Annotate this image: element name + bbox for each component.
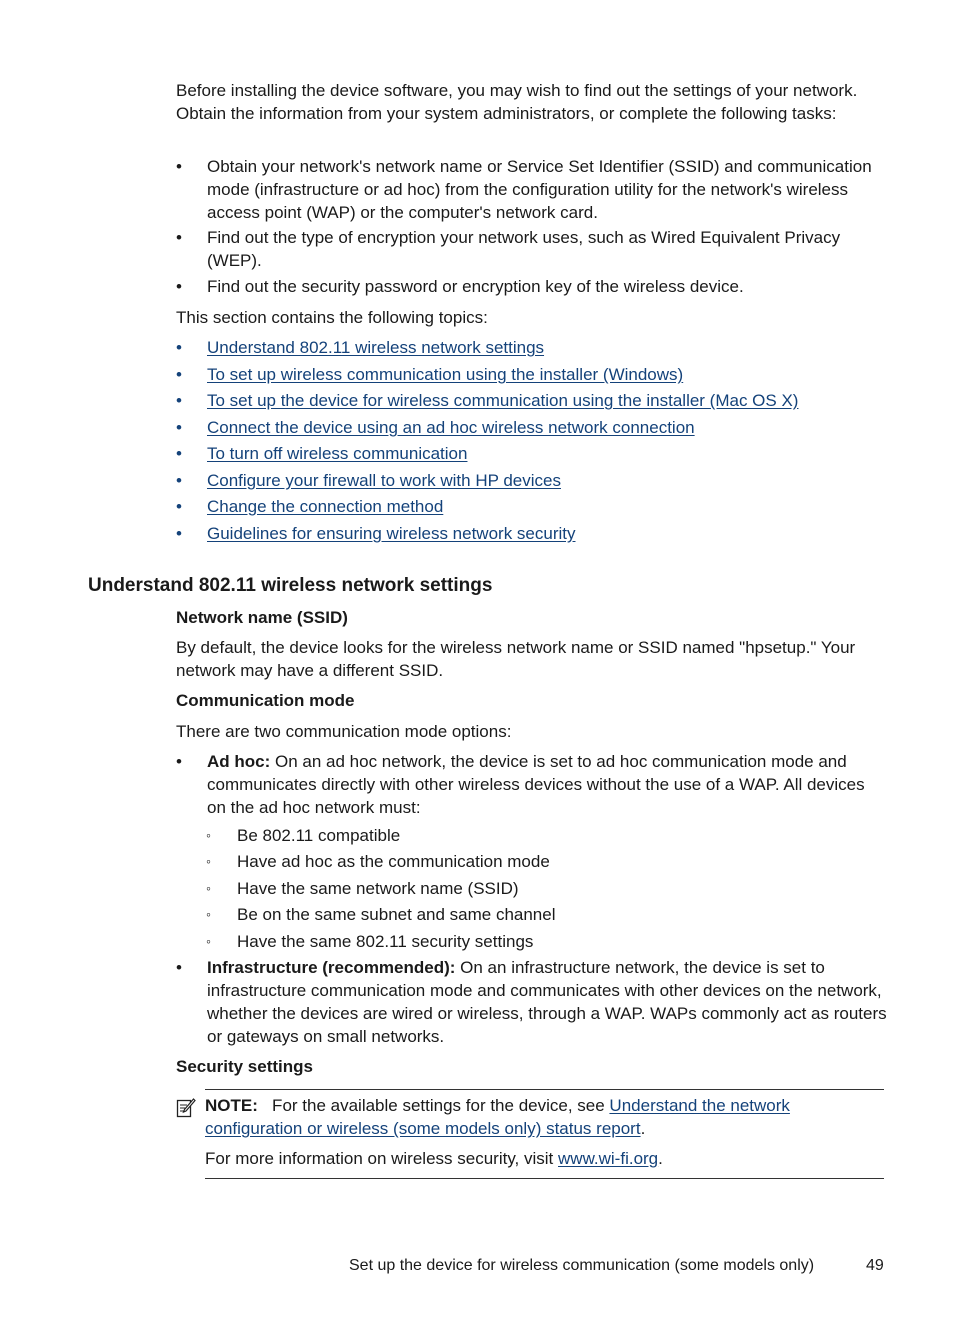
note-pencil-icon: [176, 1097, 196, 1119]
section-heading: Understand 802.11 wireless network settings: [88, 575, 493, 596]
topic-link[interactable]: Configure your firewall to work with HP devices: [207, 471, 561, 490]
topic-link[interactable]: To set up wireless communication using the installer (Windows): [207, 365, 684, 384]
topic-link[interactable]: Connect the device using an ad hoc wireless network connection: [207, 418, 695, 437]
note-end: .: [640, 1119, 646, 1138]
infra-label: Infrastructure (recommended):: [207, 958, 456, 977]
more-text: For more information on wireless security, visit: [205, 1149, 559, 1168]
bullet: •: [176, 365, 182, 384]
task-text: Obtain your network's network name or Service Set Identifier (SSID) and communication mode (infrastructure or ad hoc) from the configuration utility for the network's wireless access point (WAP) or the computer's network card.: [207, 157, 872, 222]
adhoc-text: On an ad hoc network, the device is set to ad hoc communication mode and communicates directly with other wireless devices without the use of a WAP. All devices on the ad hoc network must:: [207, 752, 865, 817]
adhoc-label: Ad hoc:: [207, 752, 271, 771]
requirement-text: Have ad hoc as the communication mode: [237, 852, 550, 871]
more-end: .: [658, 1149, 663, 1168]
more-info-paragraph: [205, 1147, 885, 1170]
bullet: •: [176, 752, 182, 771]
topic-link[interactable]: To turn off wireless communication: [207, 444, 468, 463]
ssid-text: By default, the device looks for the wireless network name or SSID named "hpsetup." Your network may have a different SSID.: [176, 638, 856, 680]
comm-mode-intro: There are two communication mode options:: [176, 722, 512, 741]
requirement-text: Have the same 802.11 security settings: [237, 932, 534, 951]
bullet: •: [176, 524, 182, 543]
bullet: •: [176, 338, 182, 357]
page-number: 49: [866, 1257, 884, 1274]
requirement-text: Have the same network name (SSID): [237, 879, 519, 898]
infra-description: [207, 956, 887, 1048]
topic-link[interactable]: Change the connection method: [207, 497, 444, 516]
footer-title: Set up the device for wireless communication (some models only): [349, 1257, 815, 1274]
requirement-text: Be on the same subnet and same channel: [237, 905, 556, 924]
comm-mode-heading: Communication mode: [176, 691, 355, 710]
hollow-bullet: ◦: [206, 827, 211, 843]
task-text: Find out the type of encryption your network uses, such as Wired Equivalent Privacy (WEP).: [207, 228, 841, 270]
status-report-link[interactable]: Understand the network configuration or wireless (some models only) status report: [205, 1096, 790, 1138]
hollow-bullet: ◦: [206, 880, 211, 896]
topic-link[interactable]: To set up the device for wireless communication using the installer (Mac OS X): [207, 391, 799, 410]
wifi-org-link[interactable]: www.wi-fi.org: [558, 1149, 659, 1168]
hollow-bullet: ◦: [206, 906, 211, 922]
task-text: Find out the security password or encryption key of the wireless device.: [207, 277, 744, 296]
adhoc-description: [207, 750, 887, 819]
bullet: •: [176, 497, 182, 516]
requirement-text: Be 802.11 compatible: [237, 826, 401, 845]
hollow-bullet: ◦: [206, 933, 211, 949]
bullet: •: [176, 444, 182, 463]
bullet: •: [176, 157, 182, 176]
bullet: •: [176, 418, 182, 437]
bullet: •: [176, 277, 182, 296]
bullet: •: [176, 391, 182, 410]
topic-link[interactable]: Understand 802.11 wireless network settings: [207, 338, 545, 357]
ssid-heading: Network name (SSID): [176, 608, 348, 627]
note-text: For the available settings for the device, see: [257, 1096, 610, 1115]
hollow-bullet: ◦: [206, 853, 211, 869]
topic-link[interactable]: Guidelines for ensuring wireless network security: [207, 524, 576, 543]
bullet: •: [176, 228, 182, 247]
bullet: •: [176, 471, 182, 490]
note-paragraph: [205, 1094, 885, 1140]
security-heading: Security settings: [176, 1057, 313, 1076]
infra-text: On an infrastructure network, the device is set to infrastructure communication mode and communicates with other devices on the network, whether the devices are wired or wireless, through a WAP. WAPs commonly act as routers or gateways on small networks.: [207, 958, 887, 1046]
intro-paragraph: Before installing the device software, you may wish to find out the settings of your network. Obtain the information from your system administrators, or complete the following tasks:: [176, 81, 858, 123]
note-bottom-rule: [205, 1178, 884, 1179]
bullet: •: [176, 958, 182, 977]
note-top-rule: [205, 1089, 884, 1090]
topics-intro: This section contains the following topics:: [176, 308, 488, 327]
note-label: NOTE:: [205, 1096, 258, 1115]
